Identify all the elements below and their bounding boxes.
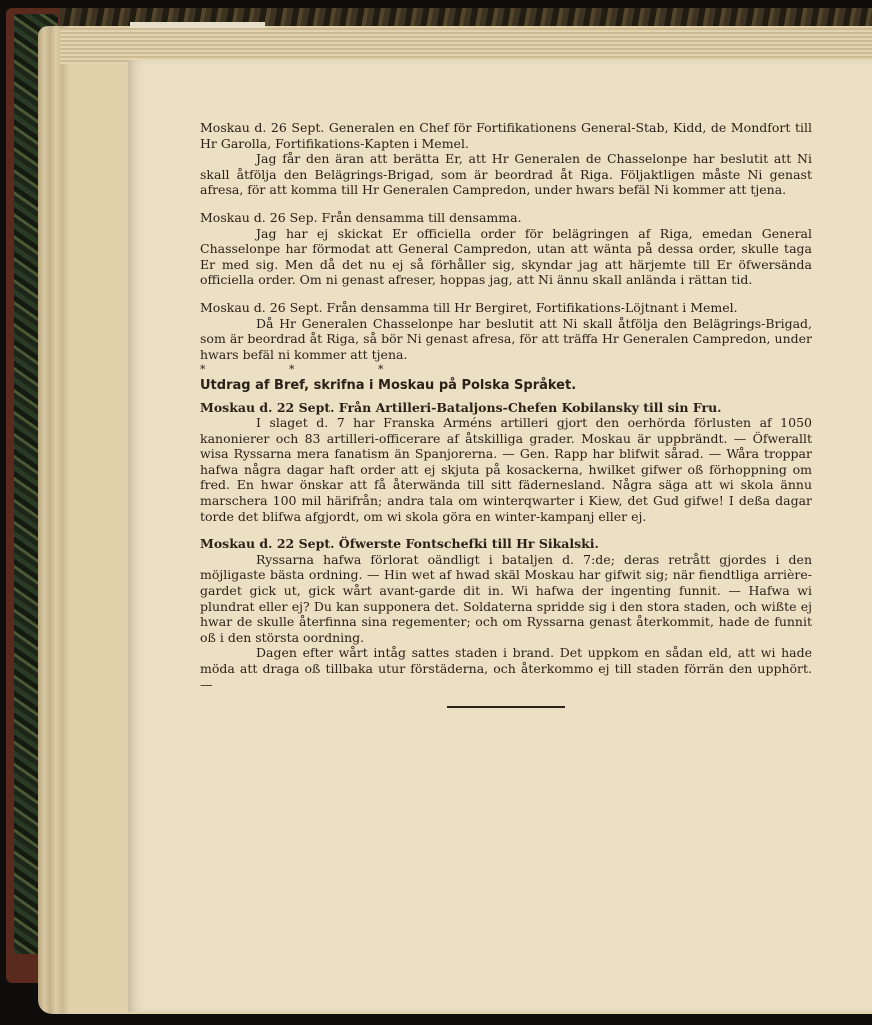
- letter-4: [200, 400, 812, 525]
- letter-2: [200, 210, 812, 288]
- section-title: Utdrag af Bref, skrifna i Moskau på Polska Språket.: [200, 377, 577, 393]
- letter-heading: Moskau d. 26 Sept. Generalen en Chef för Fortifikationens General-Stab, Kidd, de Mondfort till Hr Garolla, Fortifikations-Kapten i Memel.: [200, 120, 812, 151]
- letter-body: Jag har ej skickat Er officiella order för belägringen af Riga, emedan General Chasselonpe har förmodat att General Campredon, utan att wänta på dessa order, skulle taga Er med sig. Men då det nu ej så förhåller sig, skyndar jag att härjemte till Er öfwersända officiella order. Om ni genast afreser, hoppas jag, att Ni ännu skall anlända i rättan tid.: [200, 225, 812, 288]
- section-divider-stars: * * *: [200, 363, 424, 377]
- letter-body: Dagen efter wårt intåg sattes staden i brand. Det uppkom en sådan eld, att wi hade möda att draga oß tillbaka utur förstäderna, och återkommo ej till staden förrän den upphört. —: [200, 645, 812, 692]
- letter-body: Då Hr Generalen Chasselonpe har beslutit att Ni skall åtfölja den Belägrings-Brigad, som är beordrad åt Riga, så bör Ni genast afresa, för att träffa Hr Generalen Campredon, under hwars befäl ni kommer att tjena.: [200, 315, 812, 362]
- page-stack-top: [60, 28, 872, 64]
- letter-5: [200, 536, 812, 692]
- letter-1: [200, 120, 812, 198]
- page-text: [200, 120, 812, 708]
- letter-heading: Moskau d. 26 Sept. Från densamma till Hr Bergiret, Fortifikations-Löjtnant i Memel.: [200, 299, 738, 315]
- letter-heading: Moskau d. 22 Sept. Öfwerste Fontschefki till Hr Sikalski.: [200, 536, 599, 552]
- letter-heading: Moskau d. 26 Sep. Från densamma till densamma.: [200, 209, 522, 225]
- paper-slip: [130, 22, 265, 28]
- letter-body: I slaget d. 7 har Franska Arméns artilleri gjort den oerhörda förlusten af 1050 kanonierer och 83 artilleri-officerare af åtskilliga grader. Moskau är uppbrändt. — Öfwerallt wisa Ryssarna mera fanatism än Spanjorerna. — Gen. Rapp har blifwit sårad. — Wåra troppar hafwa några dagar haft order att ej skjuta på kosackerna, hwilket gifwer oß förhoppning om fred. En hwar önskar att få återwända till sitt fädernesland. Några säga att wi skola ännu marschera 100 mil härifrån; andra tala om winterqwarter i Kiew, det Gud gifwe! I deßa dagar torde det blifwa afgjordt, om wi skola göra en winter-kampanj eller ej.: [200, 415, 812, 524]
- letter-3: [200, 300, 812, 362]
- letter-heading: Moskau d. 22 Sept. Från Artilleri-Bataljons-Chefen Kobilansky till sin Fru.: [200, 399, 722, 415]
- letter-body: Jag får den äran att berätta Er, att Hr Generalen de Chasselonpe har beslutit att Ni skall åtfölja den Belägrings-Brigad, som är beordrad åt Riga. Följaktligen måste Ni genast afresa, för att komma till Hr Generalen Campredon, under hwars befäl Ni kommer att tjena.: [200, 151, 812, 198]
- closing-rule: [447, 706, 565, 708]
- letter-body: Ryssarna hafwa förlorat oändligt i bataljen d. 7:de; deras retrått gjordes i den möjligaste bästa ordning. — Hin wet af hwad skäl Moskau har gifwit sig; när fiendtliga arrière-gardet gick ut, gick wårt avant-garde dit in. Wi hafwa der ingenting funnit. — Hafwa wi plundrat eller ej? Du kan supponera det. Soldaterna spridde sig i den stora staden, och wißte ej hwar de skulle återfinna sina regementer; och om Ryssarna genast återkommit, hade de funnit oß i den största oordning.: [200, 551, 812, 645]
